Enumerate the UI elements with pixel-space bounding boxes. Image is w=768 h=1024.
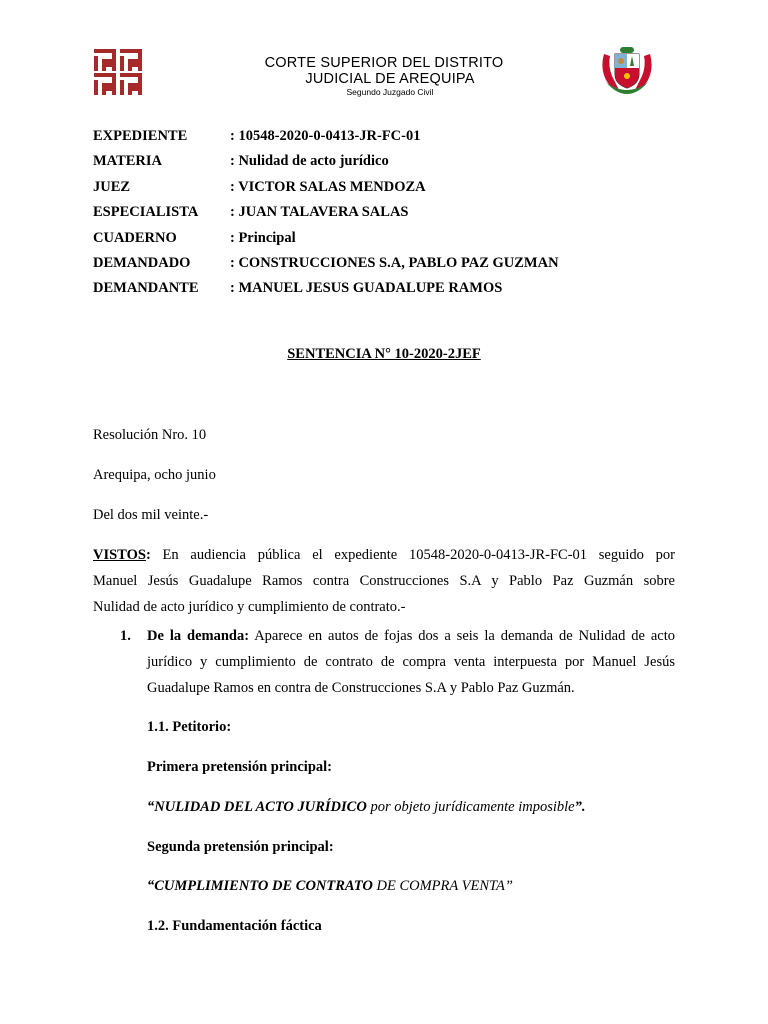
court-name-line-2: JUDICIAL DE AREQUIPA <box>305 71 475 87</box>
first-claim-text: “NULIDAD DEL ACTO JURÍDICO por objeto jurídicamente imposible”. <box>147 799 586 815</box>
vistos-label: VISTOS <box>93 547 146 563</box>
resolution-number: Resolución Nro. 10 <box>93 427 207 443</box>
court-subtitle: Segundo Juzgado Civil <box>346 87 434 97</box>
second-claim-heading: Segunda pretensión principal: <box>147 839 334 855</box>
sentence-title: SENTENCIA N° 10-2020-2JEF <box>287 346 481 362</box>
date-line-2: Del dos mil veinte.- <box>93 507 209 523</box>
case-metadata <box>93 128 559 306</box>
first-claim-heading: Primera pretensión principal: <box>147 759 332 775</box>
demanda-paragraph: De la demanda: Aparece en autos de fojas dos a seis la demanda de Nulidad de acto jurídico y cumplimiento de contrato de compra venta interpuesta por Manuel Jesús Guadalupe Ramos en contra de Construcciones S.A y Pablo Paz Guzmán. <box>147 628 675 696</box>
meta-row-especialista: ESPECIALISTA : JUAN TALAVERA SALAS <box>93 204 409 221</box>
date-line-1: Arequipa, ocho junio <box>93 467 216 483</box>
second-claim-text: “CUMPLIMIENTO DE CONTRATO DE COMPRA VENTA” <box>147 878 513 894</box>
court-name-line-1: CORTE SUPERIOR DEL DISTRITO <box>264 55 504 71</box>
petitorio-heading: 1.1. Petitorio: <box>147 719 232 735</box>
meta-row-demandante: DEMANDANTE : MANUEL JESUS GUADALUPE RAMOS <box>93 280 503 297</box>
meta-row-juez: JUEZ : VICTOR SALAS MENDOZA <box>93 178 426 195</box>
meta-row-cuaderno: CUADERNO : Principal <box>93 229 296 246</box>
meta-row-expediente: EXPEDIENTE : 10548-2020-0-0413-JR-FC-01 <box>93 128 421 144</box>
meta-row-materia: MATERIA : Nulidad de acto jurídico <box>93 153 389 170</box>
factual-basis-heading: 1.2. Fundamentación fáctica <box>147 918 322 934</box>
vistos-paragraph: VISTOS: En audiencia pública el expediente 10548-2020-0-0413-JR-FC-01 seguido por Manuel Jesús Guadalupe Ramos contra Construcciones S.A y Pablo Paz Guzmán sobre Nulidad de acto jurídico y cumplimiento de contrato.- <box>93 547 675 615</box>
demanda-label: De la demanda: <box>147 628 250 644</box>
meta-row-demandado: DEMANDADO : CONSTRUCCIONES S.A, PABLO PAZ GUZMAN <box>93 254 559 271</box>
item-number: 1. <box>120 628 131 644</box>
